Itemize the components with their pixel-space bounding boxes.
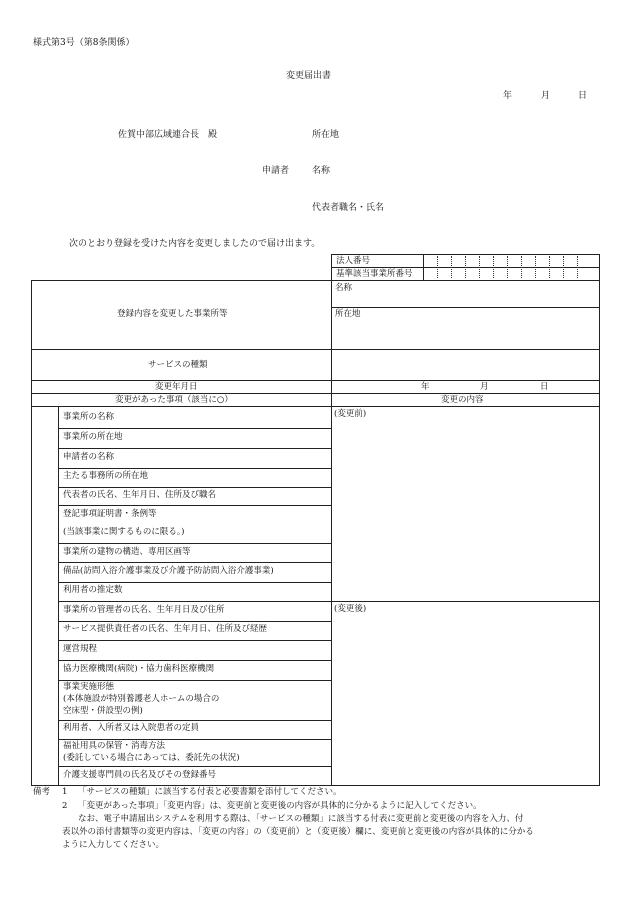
representative-label: 代表者職名・氏名	[312, 203, 385, 213]
item-welfare-equipment-note: (委託している場合にあっては、委託先の状況)	[63, 753, 240, 763]
rule	[58, 720, 331, 721]
rule	[58, 448, 331, 449]
note-3-line-1: なお、電子申請届出システムを利用する際は、「サービスの種類」に該当する付表に変更前と変更後の内容を入力、付	[78, 814, 524, 824]
rule	[599, 254, 600, 785]
item-care-manager: 介護支援専門員の氏名及びその登録番号	[63, 770, 217, 780]
date-day-label: 日	[578, 91, 588, 101]
rule	[58, 582, 331, 583]
before-label: (変更前)	[334, 409, 367, 419]
rule	[31, 785, 600, 786]
digit-divider	[577, 256, 578, 278]
item-equipment: 備品(訪問入浴介護事業及び介護予防訪問入浴介護事業)	[63, 566, 274, 576]
rule	[58, 766, 331, 767]
rule	[331, 254, 600, 255]
rule	[31, 280, 600, 281]
rule	[58, 680, 331, 681]
item-operation-form: 事業実施形態	[63, 682, 115, 692]
item-applicant-name: 申請者の名称	[63, 452, 115, 462]
note-2-number: 2	[62, 801, 68, 811]
rule	[58, 562, 331, 563]
note-3-line-2: 表以外の添付書類等の変更内容は、「変更の内容」の（変更前）と（変更後）欄に、変更前と変更後の内容が具体的に分かる	[62, 827, 534, 837]
rule	[58, 487, 331, 488]
items-header: 変更があった事項（該当に○）	[115, 395, 233, 405]
note-2: 「変更があった事項」「変更内容」は、変更前と変更後の内容が具体的に分かるように記入してください。	[78, 801, 482, 811]
rule	[423, 254, 424, 280]
item-registry-note: (当該事業に関するものに限る。)	[63, 527, 185, 537]
item-building-structure: 事業所の建物の構造、専用区画等	[63, 547, 191, 557]
rule	[58, 505, 331, 506]
rule	[31, 280, 32, 785]
digit-divider	[507, 256, 508, 278]
rule	[331, 601, 600, 602]
item-operating-rules: 運営規程	[63, 644, 98, 654]
item-operation-form-note1: (本体施設が特別養護老人ホームの場合の	[63, 694, 220, 704]
office-name-label: 名称	[335, 283, 353, 293]
rule	[331, 307, 600, 308]
item-office-address: 事業所の所在地	[63, 432, 123, 442]
rule	[58, 601, 331, 602]
note-3-line-3: ように入力してください。	[62, 840, 165, 850]
rule	[31, 349, 600, 350]
change-date-label: 変更年月日	[155, 382, 198, 392]
item-estimated-users: 利用者の推定数	[63, 585, 123, 595]
recipient: 佐賀中部広域連合長 殿	[118, 130, 218, 140]
item-capacity: 利用者、入所者又は入院患者の定員	[63, 723, 200, 733]
rule	[58, 621, 331, 622]
rule	[31, 380, 600, 381]
item-representative: 代表者の氏名、生年月日、住所及び職名	[63, 490, 217, 500]
office-label: 登録内容を変更した事業所等	[117, 309, 228, 319]
rule	[58, 640, 331, 641]
note-1-number: 1	[62, 787, 68, 797]
item-operation-form-note2: 空床型・併設型の例)	[63, 706, 143, 716]
content-header: 変更の内容	[441, 395, 484, 405]
rule	[58, 543, 331, 544]
digit-divider	[465, 256, 466, 278]
item-main-office-address: 主たる事務所の所在地	[63, 471, 149, 481]
rule	[58, 468, 331, 469]
applicant-label: 申請者	[262, 166, 290, 176]
base-office-number-label: 基準該当事業所番号	[336, 269, 413, 279]
intro-text: 次のとおり登録を受けた内容を変更しましたので届け出ます。	[69, 239, 321, 249]
rule	[58, 428, 331, 429]
notes-label: 備考	[33, 787, 51, 797]
date-month-label: 月	[541, 91, 551, 101]
item-cooperating-medical: 協力医療機関(病院)・協力歯科医療機関	[63, 664, 215, 674]
digit-divider	[563, 256, 564, 278]
rule	[31, 406, 600, 407]
document-title: 変更届出書	[286, 71, 332, 81]
note-1: 「サービスの種類」に該当する付表と必要書類を添付してください。	[78, 787, 342, 797]
digit-divider	[493, 256, 494, 278]
office-address-label: 所在地	[335, 309, 361, 319]
digit-divider	[549, 256, 550, 278]
digit-divider	[479, 256, 480, 278]
change-year-label: 年	[421, 382, 430, 392]
after-label: (変更後)	[334, 604, 367, 614]
digit-divider	[535, 256, 536, 278]
digit-divider	[437, 256, 438, 278]
rule	[31, 393, 600, 394]
change-table	[31, 254, 600, 785]
address-label: 所在地	[312, 130, 340, 140]
digit-divider	[451, 256, 452, 278]
rule	[58, 660, 331, 661]
item-registry-certificate: 登記事項証明書・条例等	[63, 509, 157, 519]
date-year-label: 年	[503, 91, 513, 101]
name-label: 名称	[312, 166, 331, 176]
item-welfare-equipment: 福祉用具の保管・消毒方法	[63, 741, 166, 751]
service-type-label: サービスの種類	[148, 360, 208, 370]
corp-number-label: 法人番号	[336, 256, 371, 266]
rule	[331, 254, 332, 785]
digit-divider	[521, 256, 522, 278]
form-number: 様式第3号（第8条関係）	[33, 38, 135, 48]
change-day-label: 日	[540, 382, 549, 392]
rule	[58, 406, 59, 785]
item-service-manager: サービス提供責任者の氏名、生年月日、住所及び経歴	[63, 624, 268, 634]
rule	[58, 739, 331, 740]
change-month-label: 月	[480, 382, 489, 392]
item-office-name: 事業所の名称	[63, 412, 115, 422]
item-manager: 事業所の管理者の氏名、生年月日及び住所	[63, 605, 225, 615]
